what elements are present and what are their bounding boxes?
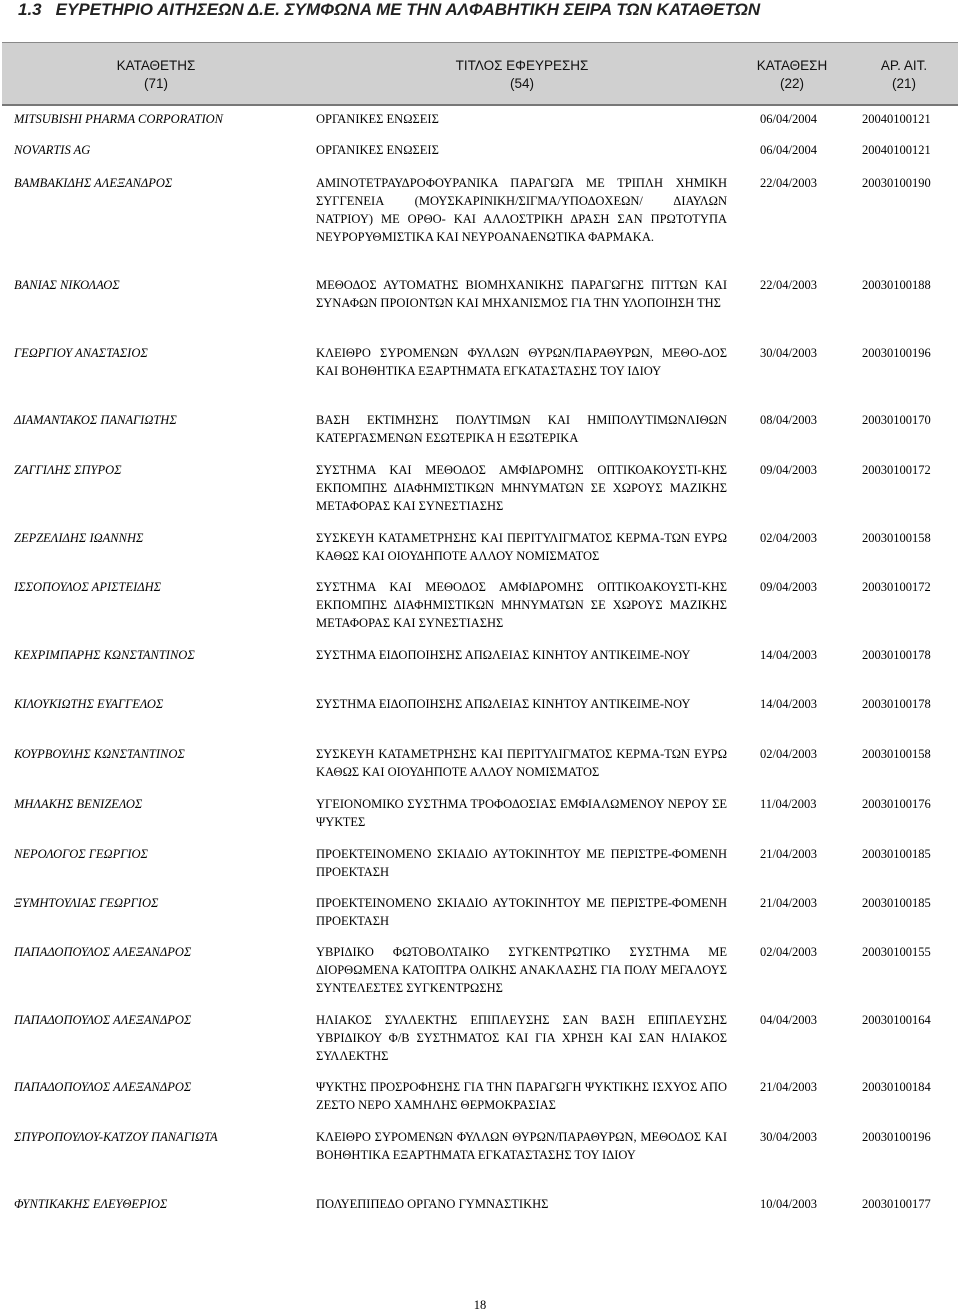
table-header bbox=[2, 42, 958, 104]
applicant-name: NOVARTIS AG bbox=[14, 143, 91, 157]
applicant-name: ΖΕΡΖΕΛΙΔΗΣ ΙΩΑΝΝΗΣ bbox=[14, 531, 144, 545]
page-number: 18 bbox=[473, 1298, 487, 1312]
header-bottom-rule bbox=[2, 104, 958, 106]
column-header-filing-date: ΚΑΤΑΘΕΣΗ (22) bbox=[756, 58, 828, 91]
applicant-name: ΦΥΝΤΙΚΑΚΗΣ ΕΛΕΥΘΕΡΙΟΣ bbox=[14, 1197, 168, 1211]
invention-title: ΣΥΣΤΗΜΑ ΚΑΙ ΜΕΘΟΔΟΣ ΑΜΦΙΔΡΟΜΗΣ ΟΠΤΙΚΟΑΚΟΥΣΤΙ-ΚΗΣ ΕΚΠΟΜΠΗΣ ΔΙΑΦΗΜΙΣΤΙΚΩΝ ΜΗΝΥΜΑΤΩΝ ΣΕ ΧΩΡΟΥΣ ΜΑΖΙΚΗΣ ΜΕΤΑΦΟΡΑΣ ΚΑΙ ΣΥΝΕΣΤΙΑΣΗΣ bbox=[316, 463, 727, 513]
section-number: 1.3 bbox=[18, 0, 42, 19]
application-number: 20030100184 bbox=[862, 1080, 931, 1094]
invention-title: ΣΥΣΚΕΥΗ ΚΑΤΑΜΕΤΡΗΣΗΣ ΚΑΙ ΠΕΡΙΤΥΛΙΓΜΑΤΟΣ ΚΕΡΜΑ-ΤΩΝ ΕΥΡΩ ΚΑΘΩΣ ΚΑΙ ΟΙΟΥΔΗΠΟΤΕ ΑΛΛΟΥ ΝΟΜΙΣΜΑΤΟΣ bbox=[316, 531, 727, 563]
application-number: 20040100121 bbox=[862, 112, 931, 126]
filing-date: 14/04/2003 bbox=[760, 648, 817, 662]
application-number: 20030100185 bbox=[862, 847, 931, 861]
application-number: 20030100177 bbox=[862, 1197, 931, 1211]
invention-title: ΚΛΕΙΘΡΟ ΣΥΡΟΜΕΝΩΝ ΦΥΛΛΩΝ ΘΥΡΩΝ/ΠΑΡΑΘΥΡΩΝ, ΜΕΘΟ-ΔΟΣ ΚΑΙ ΒΟΗΘΗΤΙΚΑ ΕΞΑΡΤΗΜΑΤΑ ΕΓΚΑΤΑΣΤΑΣΗΣ ΤΟΥ ΙΔΙΟΥ bbox=[316, 346, 727, 378]
applicant-name: ΜΗΛΑΚΗΣ ΒΕΝΙΖΕΛΟΣ bbox=[14, 797, 143, 811]
application-number: 20030100170 bbox=[862, 413, 931, 427]
filing-date: 21/04/2003 bbox=[760, 847, 817, 861]
applicant-name: ΚΟΥΡΒΟΥΛΗΣ ΚΩΝΣΤΑΝΤΙΝΟΣ bbox=[14, 747, 185, 761]
section-heading bbox=[18, 0, 760, 20]
filing-date: 21/04/2003 bbox=[760, 1080, 817, 1094]
application-number: 20030100190 bbox=[862, 176, 931, 190]
section-title: ΕΥΡΕΤΗΡΙΟ ΑΙΤΗΣΕΩΝ Δ.Ε. ΣΥΜΦΩΝΑ ΜΕ ΤΗΝ ΑΛΦΑΒΗΤΙΚΗ ΣΕΙΡΑ ΤΩΝ ΚΑΤΑΘΕΤΩΝ bbox=[55, 0, 761, 19]
invention-title: ΚΛΕΙΘΡΟ ΣΥΡΟΜΕΝΩΝ ΦΥΛΛΩΝ ΘΥΡΩΝ/ΠΑΡΑΘΥΡΩΝ, ΜΕΘΟΔΟΣ ΚΑΙ ΒΟΗΘΗΤΙΚΑ ΕΞΑΡΤΗΜΑΤΑ ΕΓΚΑΤΑΣΤΑΣΗΣ ΤΟΥ ΙΔΙΟΥ bbox=[316, 1130, 727, 1162]
invention-title: ΠΡΟΕΚΤΕΙΝΟΜΕΝΟ ΣΚΙΑΔΙΟ ΑΥΤΟΚΙΝΗΤΟΥ ΜΕ ΠΕΡΙΣΤΡΕ-ΦΟΜΕΝΗ ΠΡΟΕΚΤΑΣΗ bbox=[316, 896, 727, 928]
application-number: 20030100188 bbox=[862, 278, 931, 292]
application-number: 20030100158 bbox=[862, 747, 931, 761]
application-number: 20030100196 bbox=[862, 346, 931, 360]
invention-title: ΜΕΘΟΔΟΣ ΑΥΤΟΜΑΤΗΣ ΒΙΟΜΗΧΑΝΙΚΗΣ ΠΑΡΑΓΩΓΗΣ ΠΙΤΤΩΝ ΚΑΙ ΣΥΝΑΦΩΝ ΠΡΟΙΟΝΤΩΝ ΚΑΙ ΜΗΧΑΝΙΣΜΟΣ ΓΙΑ ΤΗΝ ΥΛΟΠΟΙΗΣΗ ΤΗΣ bbox=[316, 278, 727, 310]
invention-title: ΑΜΙΝΟΤΕΤΡΑΥΔΡΟΦΟΥΡΑΝΙΚΑ ΠΑΡΑΓΩΓΑ ΜΕ ΤΡΙΠΛΗ ΧΗΜΙΚΗ ΣΥΓΓΕΝΕΙΑ (ΜΟΥΣΚΑΡΙΝΙΚΗ/ΣΙΓΜΑ/ΥΠΟΔΟΧΕΩΝ/ ΔΙΑΥΛΩΝ ΝΑΤΡΙΟΥ) ΜΕ ΟΡΘΟ- ΚΑΙ ΑΛΛΟΣΤΡΙΚΗ ΔΡΑΣΗ ΣΑΝ ΠΡΩΤΟΤΥΠΑ ΝΕΥΡΟΡΥΘΜΙΣΤΙΚΑ ΚΑΙ ΝΕΥΡΟΑΝΑΕΝΩΤΙΚΑ ΦΑΡΜΑΚΑ. bbox=[316, 176, 727, 244]
application-number: 20030100178 bbox=[862, 648, 931, 662]
filing-date: 06/04/2004 bbox=[760, 112, 817, 126]
applicant-name: ΙΣΣΟΠΟΥΛΟΣ ΑΡΙΣΤΕΙΔΗΣ bbox=[14, 580, 162, 594]
application-number: 20030100164 bbox=[862, 1013, 931, 1027]
column-header-applicant: ΚΑΤΑΘΕΤΗΣ (71) bbox=[116, 58, 196, 91]
applicant-name: ΠΑΠΑΔΟΠΟΥΛΟΣ ΑΛΕΞΑΝΔΡΟΣ bbox=[14, 1013, 192, 1027]
application-number: 20030100172 bbox=[862, 580, 931, 594]
filing-date: 21/04/2003 bbox=[760, 896, 817, 910]
filing-date: 02/04/2003 bbox=[760, 945, 817, 959]
application-number: 20030100176 bbox=[862, 797, 931, 811]
column-header-application-number: ΑΡ. ΑΙΤ. (21) bbox=[880, 58, 928, 91]
applicant-name: ΖΑΓΓΙΛΗΣ ΣΠΥΡΟΣ bbox=[14, 463, 122, 477]
filing-date: 11/04/2003 bbox=[760, 797, 817, 811]
invention-title: ΗΛΙΑΚΟΣ ΣΥΛΛΕΚΤΗΣ ΕΠΙΠΛΕΥΣΗΣ ΣΑΝ ΒΑΣΗ ΕΠΙΠΛΕΥΣΗΣ ΥΒΡΙΔΙΚΟΥ Φ/Β ΣΥΣΤΗΜΑΤΟΣ ΚΑΙ ΓΙΑ ΧΡΗΣΗ ΚΑΙ ΣΑΝ ΗΛΙΑΚΟΣ ΣΥΛΛΕΚΤΗΣ bbox=[316, 1013, 727, 1063]
applicant-name: MITSUBISHI PHARMA CORPORATION bbox=[14, 112, 223, 126]
application-number: 20030100155 bbox=[862, 945, 931, 959]
invention-title: ΣΥΣΤΗΜΑ ΕΙΔΟΠΟΙΗΣΗΣ ΑΠΩΛΕΙΑΣ ΚΙΝΗΤΟΥ ΑΝΤΙΚΕΙΜΕ-ΝΟΥ bbox=[316, 697, 691, 711]
invention-title: ΨΥΚΤΗΣ ΠΡΟΣΡΟΦΗΣΗΣ ΓΙΑ ΤΗΝ ΠΑΡΑΓΩΓΗ ΨΥΚΤΙΚΗΣ ΙΣΧΥΟΣ ΑΠΟ ΖΕΣΤΟ ΝΕΡΟ ΧΑΜΗΛΗΣ ΘΕΡΜΟΚΡΑΣΙΑΣ bbox=[316, 1080, 727, 1112]
filing-date: 09/04/2003 bbox=[760, 580, 817, 594]
application-number: 20040100121 bbox=[862, 143, 931, 157]
application-number: 20030100196 bbox=[862, 1130, 931, 1144]
invention-title: ΟΡΓΑΝΙΚΕΣ ΕΝΩΣΕΙΣ bbox=[316, 112, 439, 126]
invention-title: ΣΥΣΚΕΥΗ ΚΑΤΑΜΕΤΡΗΣΗΣ ΚΑΙ ΠΕΡΙΤΥΛΙΓΜΑΤΟΣ ΚΕΡΜΑ-ΤΩΝ ΕΥΡΩ ΚΑΘΩΣ ΚΑΙ ΟΙΟΥΔΗΠΟΤΕ ΑΛΛΟΥ ΝΟΜΙΣΜΑΤΟΣ bbox=[316, 747, 727, 779]
applicant-name: ΝΕΡΟΛΟΓΟΣ ΓΕΩΡΓΙΟΣ bbox=[14, 847, 148, 861]
application-number: 20030100172 bbox=[862, 463, 931, 477]
applicant-name: ΒΑΝΙΑΣ ΝΙΚΟΛΑΟΣ bbox=[14, 278, 120, 292]
filing-date: 22/04/2003 bbox=[760, 176, 817, 190]
application-number: 20030100185 bbox=[862, 896, 931, 910]
filing-date: 02/04/2003 bbox=[760, 531, 817, 545]
column-header-title: ΤΙΤΛΟΣ ΕΦΕΥΡΕΣΗΣ (54) bbox=[455, 58, 589, 91]
applicant-name: ΠΑΠΑΔΟΠΟΥΛΟΣ ΑΛΕΞΑΝΔΡΟΣ bbox=[14, 945, 192, 959]
applicant-name: ΠΑΠΑΔΟΠΟΥΛΟΣ ΑΛΕΞΑΝΔΡΟΣ bbox=[14, 1080, 192, 1094]
invention-title: ΥΒΡΙΔΙΚΟ ΦΩΤΟΒΟΛΤΑΙΚΟ ΣΥΓΚΕΝΤΡΩΤΙΚΟ ΣΥΣΤΗΜΑ ΜΕ ΔΙΟΡΘΩΜΕΝΑ ΚΑΤΟΠΤΡΑ ΟΛΙΚΗΣ ΑΝΑΚΛΑΣΗΣ ΓΙΑ ΠΟΛΥ ΜΕΓΑΛΟΥΣ ΣΥΝΤΕΛΕΣΤΕΣ ΣΥΓΚΕΝΤΡΩΣΗΣ bbox=[316, 945, 727, 995]
filing-date: 08/04/2003 bbox=[760, 413, 817, 427]
filing-date: 04/04/2003 bbox=[760, 1013, 817, 1027]
applicant-name: ΣΠΥΡΟΠΟΥΛΟΥ-ΚΑΤΖΟΥ ΠΑΝΑΓΙΩΤΑ bbox=[14, 1130, 218, 1144]
applicant-name: ΚΙΛΟΥΚΙΩΤΗΣ ΕΥΑΓΓΕΛΟΣ bbox=[14, 697, 164, 711]
invention-title: ΠΡΟΕΚΤΕΙΝΟΜΕΝΟ ΣΚΙΑΔΙΟ ΑΥΤΟΚΙΝΗΤΟΥ ΜΕ ΠΕΡΙΣΤΡΕ-ΦΟΜΕΝΗ ΠΡΟΕΚΤΑΣΗ bbox=[316, 847, 727, 879]
invention-title: ΠΟΛΥΕΠΙΠΕΔΟ ΟΡΓΑΝΟ ΓΥΜΝΑΣΤΙΚΗΣ bbox=[316, 1197, 549, 1211]
applicant-name: ΒΑΜΒΑΚΙΔΗΣ ΑΛΕΞΑΝΔΡΟΣ bbox=[14, 176, 173, 190]
filing-date: 09/04/2003 bbox=[760, 463, 817, 477]
invention-title: ΒΑΣΗ ΕΚΤΙΜΗΣΗΣ ΠΟΛΥΤΙΜΩΝ ΚΑΙ ΗΜΙΠΟΛΥΤΙΜΩΝΛΙΘΩΝ ΚΑΤΕΡΓΑΣΜΕΝΩΝ ΕΣΩΤΕΡΙΚΑ Η ΕΞΩΤΕΡΙΚΑ bbox=[316, 413, 727, 445]
filing-date: 10/04/2003 bbox=[760, 1197, 817, 1211]
invention-title: ΥΓΕΙΟΝΟΜΙΚΟ ΣΥΣΤΗΜΑ ΤΡΟΦΟΔΟΣΙΑΣ ΕΜΦΙΑΛΩΜΕΝΟΥ ΝΕΡΟΥ ΣΕ ΨΥΚΤΕΣ bbox=[316, 797, 727, 829]
filing-date: 02/04/2003 bbox=[760, 747, 817, 761]
invention-title: ΣΥΣΤΗΜΑ ΚΑΙ ΜΕΘΟΔΟΣ ΑΜΦΙΔΡΟΜΗΣ ΟΠΤΙΚΟΑΚΟΥΣΤΙ-ΚΗΣ ΕΚΠΟΜΠΗΣ ΔΙΑΦΗΜΙΣΤΙΚΩΝ ΜΗΝΥΜΑΤΩΝ ΣΕ ΧΩΡΟΥΣ ΜΑΖΙΚΗΣ ΜΕΤΑΦΟΡΑΣ ΚΑΙ ΣΥΝΕΣΤΙΑΣΗΣ bbox=[316, 580, 727, 630]
filing-date: 30/04/2003 bbox=[760, 1130, 817, 1144]
filing-date: 06/04/2004 bbox=[760, 143, 817, 157]
application-number: 20030100158 bbox=[862, 531, 931, 545]
applicant-name: ΔΙΑΜΑΝΤΑΚΟΣ ΠΑΝΑΓΙΩΤΗΣ bbox=[14, 413, 177, 427]
application-number: 20030100178 bbox=[862, 697, 931, 711]
filing-date: 14/04/2003 bbox=[760, 697, 817, 711]
invention-title: ΣΥΣΤΗΜΑ ΕΙΔΟΠΟΙΗΣΗΣ ΑΠΩΛΕΙΑΣ ΚΙΝΗΤΟΥ ΑΝΤΙΚΕΙΜΕ-ΝΟΥ bbox=[316, 648, 691, 662]
applicant-name: ΚΕΧΡΙΜΠΑΡΗΣ ΚΩΝΣΤΑΝΤΙΝΟΣ bbox=[14, 648, 195, 662]
invention-title: ΟΡΓΑΝΙΚΕΣ ΕΝΩΣΕΙΣ bbox=[316, 143, 439, 157]
applicant-name: ΓΕΩΡΓΙΟΥ ΑΝΑΣΤΑΣΙΟΣ bbox=[14, 346, 148, 360]
applicant-name: ΞΥΜΗΤΟΥΛΙΑΣ ΓΕΩΡΓΙΟΣ bbox=[14, 896, 159, 910]
filing-date: 22/04/2003 bbox=[760, 278, 817, 292]
filing-date: 30/04/2003 bbox=[760, 346, 817, 360]
header-top-rule bbox=[2, 42, 958, 43]
